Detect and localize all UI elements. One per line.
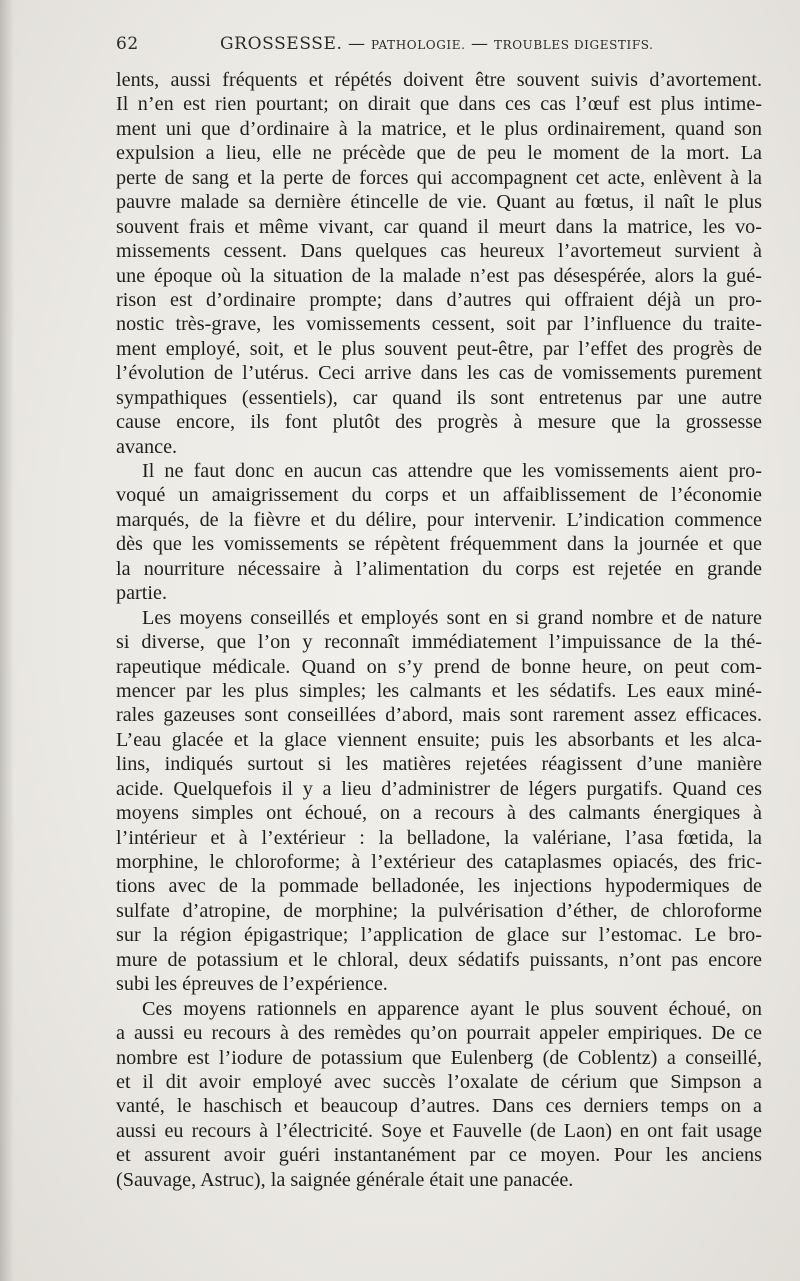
text-line: sulfate d’atropine, de morphine; la pulvérisation d’éther, de chloroforme <box>116 899 762 922</box>
book-title: GROSSESSE. <box>220 34 343 54</box>
section-title: PATHOLOGIE. <box>370 38 466 52</box>
text-line: Ces moyens rationnels en apparence ayant le plus souvent échoué, on <box>142 997 762 1020</box>
text-line: subi les épreuves de l’expérience. <box>116 973 388 996</box>
text-line: partie. <box>116 582 168 605</box>
text-line: L’eau glacée et la glace viennent ensuite; puis les absorbants et les alca- <box>116 728 762 751</box>
text-line: Il n’en est rien pourtant; on dirait que dans ces cas l’œuf est plus intime- <box>116 93 762 116</box>
text-line: expulsion a lieu, elle ne précède que de peu le moment de la mort. La <box>116 142 762 165</box>
header-separator-2: — <box>470 34 489 54</box>
text-line: l’intérieur et à l’extérieur : la belladone, la valériane, l’asa fœtida, la <box>116 826 762 849</box>
page-number: 62 <box>116 34 139 54</box>
text-line: rison est d’ordinaire prompte; dans d’autres qui offraient déjà un pro- <box>116 288 762 311</box>
paragraph <box>116 997 762 1193</box>
body-text <box>116 68 762 1192</box>
text-line: lins, indiqués surtout si les matières rejetées réagissent d’une manière <box>116 753 762 776</box>
text-line: acide. Quelquefois il y a lieu d’administrer de légers purgatifs. Quand ces <box>116 777 762 800</box>
paragraph <box>116 459 762 606</box>
text-line: tions avec de la pommade belladonée, les injections hypodermiques de <box>116 875 762 898</box>
text-line: cause encore, ils font plutôt des progrès à mesure que la grossesse <box>116 411 762 434</box>
header-separator-1: — <box>347 34 366 54</box>
text-line: l’évolution de l’utérus. Ceci arrive dans les cas de vomissements purement <box>116 362 762 385</box>
running-head-title <box>220 34 654 54</box>
paragraph <box>116 68 762 459</box>
text-line: rapeutique médicale. Quand on s’y prend de bonne heure, on peut com- <box>116 655 762 678</box>
text-line: pauvre malade sa dernière étincelle de vie. Quant au fœtus, il naît le plus <box>116 191 762 214</box>
text-line: moyens simples ont échoué, on a recours à des calmants énergiques à <box>116 802 762 825</box>
paragraph <box>116 606 762 997</box>
text-line: missements cessent. Dans quelques cas heureux l’avortemeut survient à <box>116 240 762 263</box>
text-line: ment uni que d’ordinaire à la matrice, et le plus ordinairement, quand son <box>116 117 762 140</box>
text-line: nombre est l’iodure de potassium que Eulenberg (de Coblentz) a conseillé, <box>116 1046 762 1069</box>
text-line: et il dit avoir employé avec succès l’oxalate de cérium que Simpson a <box>116 1070 762 1093</box>
text-line: si diverse, que l’on y reconnaît immédiatement l’impuissance de la thé- <box>116 631 762 654</box>
text-line: une époque où la situation de la malade n’est pas désespérée, alors la gué- <box>116 264 762 287</box>
text-line: ment employé, soit, et le plus souvent peut-être, par l’effet des progrès de <box>116 337 762 360</box>
text-line: nostic très-grave, les vomissements cessent, soit par l’influence du traite- <box>116 313 762 336</box>
text-line: (Sauvage, Astruc), la saignée générale était une panacée. <box>116 1168 574 1191</box>
subsection-title: TROUBLES DIGESTIFS. <box>493 38 654 52</box>
text-line: et assurent avoir guéri instantanément par ce moyen. Pour les anciens <box>116 1144 762 1167</box>
text-line: sympathiques (essentiels), car quand ils sont entretenus par une autre <box>116 386 762 409</box>
running-header <box>116 34 762 60</box>
text-line: Il ne faut donc en aucun cas attendre que les vomissements aient pro- <box>142 460 762 482</box>
text-line: la nourriture nécessaire à l’alimentation du corps est rejetée en grande <box>116 557 762 580</box>
text-line: mure de potassium et le chloral, deux sédatifs puissants, n’ont pas encore <box>116 948 762 971</box>
text-line: perte de sang et la perte de forces qui accompagnent cet acte, enlèvent à la <box>116 166 762 189</box>
text-line: aussi eu recours à l’électricité. Soye et Fauvelle (de Laon) en ont fait usage <box>116 1119 762 1142</box>
text-line: marqués, de la fièvre et du délire, pour intervenir. L’indication commence <box>116 508 762 531</box>
text-line: rales gazeuses sont conseillées d’abord, mais sont rarement assez efficaces. <box>116 704 762 727</box>
text-line: dès que les vomissements se répètent fréquemment dans la journée et que <box>116 533 762 556</box>
text-line: mencer par les plus simples; les calmants et les sédatifs. Les eaux miné- <box>116 679 762 702</box>
text-line: a aussi eu recours à des remèdes qu’on pourrait appeler empiriques. De ce <box>116 1022 762 1045</box>
text-line: vanté, le haschisch et beaucoup d’autres. Dans ces derniers temps on a <box>116 1095 762 1118</box>
text-line: sur la région épigastrique; l’application de glace sur l’estomac. Le bro- <box>116 924 762 947</box>
text-line: lents, aussi fréquents et répétés doivent être souvent suivis d’avortement. <box>116 69 762 91</box>
text-line: souvent frais et même vivant, car quand il meurt dans la matrice, les vo- <box>116 215 762 238</box>
binding-shadow <box>0 0 14 1281</box>
text-line: avance. <box>116 435 178 458</box>
text-line: morphine, le chloroforme; à l’extérieur des cataplasmes opiacés, des fric- <box>116 851 762 873</box>
text-line: Les moyens conseillés et employés sont en si grand nombre et de nature <box>142 606 762 629</box>
text-line: voqué un amaigrissement du corps et un affaiblissement de l’économie <box>116 484 762 507</box>
